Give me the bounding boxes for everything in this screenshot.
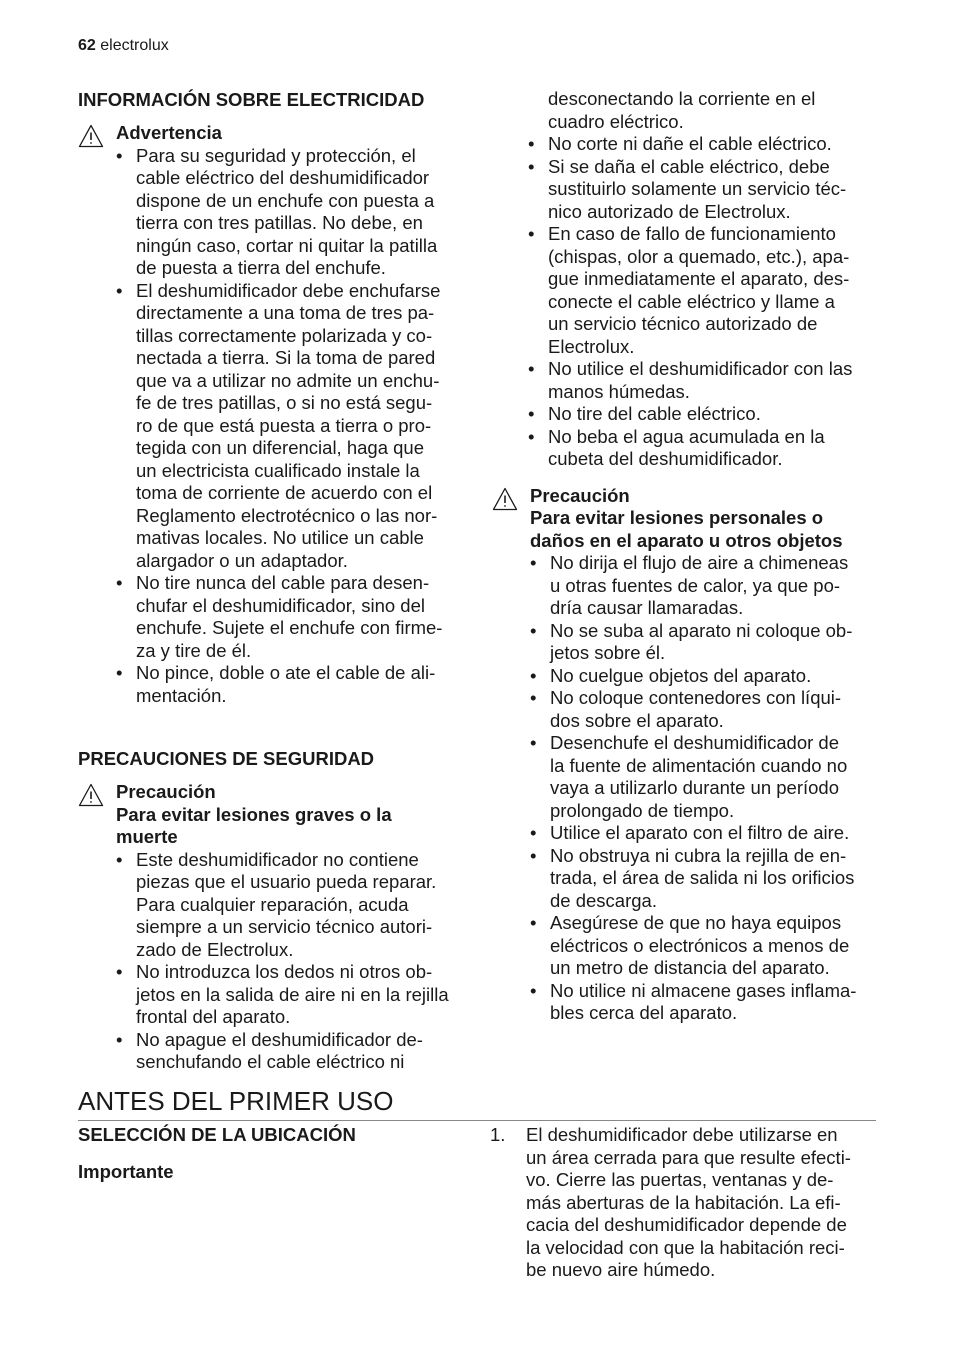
continued-block: [492, 88, 882, 471]
important-label: Importante: [78, 1161, 174, 1182]
item-text: El deshumidificador debe utilizarse en un área cerrada para que resulte efecti- vo. Cierre las puertas, ventanas y de- más aberturas de la habitación. La efi- cacia del deshumidificador depende de la velocidad con que la habitación reci- be nuevo aire húmedo.: [526, 1124, 851, 1280]
page-number: 62: [78, 37, 96, 54]
caution-label: Precaución: [116, 781, 216, 802]
list-item: • No tire nunca del cable para desen- chufar el deshumidificador, sino del enchufe. Sujete el enchufe con firme- za y tire de él.: [116, 572, 468, 662]
list-item: • Asegúrese de que no haya equipos eléctricos o electrónicos a menos de un metro de distancia del aparato.: [530, 912, 882, 980]
subsection-heading-location: SELECCIÓN DE LA UBICACIÓN: [78, 1124, 356, 1145]
bullet-list: [530, 552, 882, 1025]
list-item: • El deshumidificador debe enchufarse directamente a una toma de tres pa- tillas correctamente polarizada y co- nectada a tierra. Si la toma de pared que va a utilizar no admite un enchu- fe de tres patillas, o si no está segu- ro de que está puesta a tierra o pro- tegida con un diferencial, haga que un electricista cualificado instale la toma de corriente de acuerdo con el Reglamento electrotécnico o las nor- mativas locales. No utilice un cable alargador o un adaptador.: [116, 280, 468, 573]
list-item: • No utilice el deshumidificador con las manos húmedas.: [528, 358, 882, 403]
left-column: [78, 88, 468, 1074]
item-number: 1.: [490, 1124, 506, 1145]
list-item: • Desenchufe el deshumidificador de la fuente de alimentación cuando no vaya a utilizarlo durante un período prolongado de tiempo.: [530, 732, 882, 822]
list-item: • No dirija el flujo de aire a chimeneas u otras fuentes de calor, ya que po- dría causar llamaradas.: [530, 552, 882, 620]
list-item: • No introduzca los dedos ni otros ob- jetos en la salida de aire ni en la rejilla frontal del aparato.: [116, 961, 468, 1029]
list-item: • No tire del cable eléctrico.: [528, 403, 882, 426]
list-item: • Para su seguridad y protección, el cable eléctrico del deshumidificador dispone de un enchufe con puesta a tierra con tres patillas. No debe, en ningún caso, cortar ni quitar la patilla de puesta a tierra del enchufe.: [116, 145, 468, 280]
caution-block: [78, 781, 468, 1074]
list-item: • No cuelgue objetos del aparato.: [530, 665, 882, 688]
bullet-list: [528, 88, 882, 471]
page-header: [78, 37, 169, 55]
list-item: • No utilice ni almacene gases inflama- bles cerca del aparato.: [530, 980, 882, 1025]
warning-icon: [78, 783, 104, 807]
list-item: • En caso de fallo de funcionamiento (chispas, olor a quemado, etc.), apa- gue inmediatamente el aparato, des- conecte el cable eléctrico y llame a un servicio técnico autorizado de Electrolux.: [528, 223, 882, 358]
list-item: • No corte ni dañe el cable eléctrico.: [528, 133, 882, 156]
right-column: [492, 88, 882, 1025]
list-item: • Si se daña el cable eléctrico, debe sustituirlo solamente un servicio téc- nico autorizado de Electrolux.: [528, 156, 882, 224]
list-item: • No coloque contenedores con líqui- dos sobre el aparato.: [530, 687, 882, 732]
list-item: • No pince, doble o ate el cable de ali- mentación.: [116, 662, 468, 707]
numbered-item: [490, 1124, 880, 1282]
caution-subtitle: Para evitar lesiones personales o daños en el aparato u otros objetos: [530, 507, 843, 551]
bullet-list: [116, 849, 468, 1074]
list-item: • No beba el agua acumulada en la cubeta del deshumidificador.: [528, 426, 882, 471]
list-item: • Este deshumidificador no contiene piezas que el usuario pueda reparar. Para cualquier reparación, acuda siempre a un servicio técnico autori- zado de Electrolux.: [116, 849, 468, 962]
section-heading-electricity: INFORMACIÓN SOBRE ELECTRICIDAD: [78, 89, 425, 110]
warning-icon: [492, 487, 518, 511]
caution-subtitle: Para evitar lesiones graves o la muerte: [116, 803, 392, 847]
caution-label: Precaución: [530, 484, 630, 506]
list-item: • Utilice el aparato con el filtro de aire.: [530, 822, 882, 845]
warning-icon: [78, 124, 104, 148]
section-title-before-first-use: ANTES DEL PRIMER USO: [78, 1084, 876, 1121]
warning-label: Advertencia: [116, 122, 222, 143]
section-heading-safety: PRECAUCIONES DE SEGURIDAD: [78, 748, 375, 769]
list-item: • No obstruya ni cubra la rejilla de en- trada, el área de salida ni los orificios de descarga.: [530, 845, 882, 913]
list-item: • No apague el deshumidificador de- senchufando el cable eléctrico ni: [116, 1029, 468, 1074]
list-item-continued: desconectando la corriente en el cuadro eléctrico.: [548, 88, 816, 132]
brand-name: electrolux: [100, 37, 169, 54]
warning-block: [78, 122, 468, 707]
list-item: • No se suba al aparato ni coloque ob- jetos sobre él.: [530, 620, 882, 665]
caution-block: [492, 485, 882, 1025]
bullet-list: [116, 145, 468, 708]
